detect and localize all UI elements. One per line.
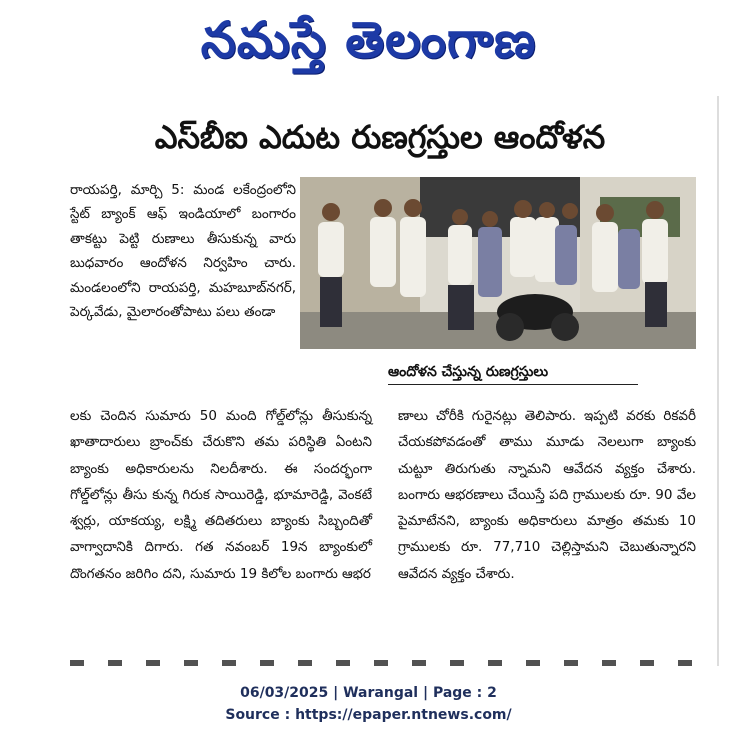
- right-paragraph: ణాలు చోరీకి గురైనట్లు తెలిపారు. ఇప్పటి వరకు రికవరీ చేయకపోవడంతో తాము మూడు నెలలుగా బ్యాంకు చుట్టూ తిరుగుతు న్నామని ఆవేదన వ్యక్తం చేశారు. బంగారు ఆభరణాలు చేయిస్తే పది గ్రాములకు రూ. 90 వేల పైమాటేనని, బ్యాంకు అధికారులు మాత్రం తమకు 10 గ్రాములకు రూ. 77,710 చెల్లిస్తామని చెబుతున్నారని ఆవేదన వ్యక్తం చేశారు.: [398, 408, 696, 582]
- article-headline: ఎస్‌బీఐ ఎదుట రుణగ్రస్తుల ఆందోళన: [154, 118, 606, 156]
- article-left-column: [70, 403, 372, 587]
- protest-photo-illustration: [300, 177, 696, 349]
- newspaper-masthead: [0, 2, 737, 78]
- left-paragraph: లకు చెందిన సుమారు 50 మంది గోల్డ్‌లోన్లు తీసుకున్న ఖాతాదారులు బ్రాంచ్‌కు చేరుకొని తమ పరిస్థితి ఏంటని బ్యాంకు అధికారులను నిలదీశారు. ఈ సందర్భంగా గోల్డ్‌లోన్లు తీసు కున్న గిరుక సాయిరెడ్డి, భూమారెడ్డి, వెంకటే శ్వర్లు, యాకయ్య, లక్ష్మి తదితరులు బ్యాంకు సిబ్బందితో వాగ్వాదానికి దిగారు. గత నవంబర్ 19న బ్యాంకులో దొంగతనం జరిగిం దని, సుమారు 19 కిలోల బంగారు ఆభర: [70, 408, 372, 582]
- masthead-title: నమస్తే తెలంగాణ: [200, 11, 537, 69]
- clipped-next-headline-edge: [70, 660, 696, 666]
- article-intro-column: [70, 178, 296, 324]
- intro-paragraph: రాయపర్తి, మార్చి 5: మండ లకేంద్రంలోని స్టేట్ బ్యాంక్ ఆఫ్ ఇండియాలో బంగారం తాకట్టు పెట్టి రుణాలు తీసుకున్న వారు బుధవారం ఆందోళన నిర్వహిం చారు. మండలంలోని రాయపర్తి, మహబూబ్‌నగర్, పెర్కవేడు, మైలారంతోపాటు పలు తండా: [70, 182, 296, 321]
- footer-source-link[interactable]: Source : https://epaper.ntnews.com/: [225, 707, 512, 723]
- news-photo: [300, 177, 696, 349]
- clip-edge: [717, 96, 719, 666]
- photo-caption: ఆందోళన చేస్తున్న రుణగ్రస్తులు: [388, 360, 638, 385]
- article-right-column: [398, 403, 696, 587]
- source-footer: [0, 682, 737, 726]
- footer-date-edition: 06/03/2025 | Warangal | Page : 2: [240, 685, 497, 701]
